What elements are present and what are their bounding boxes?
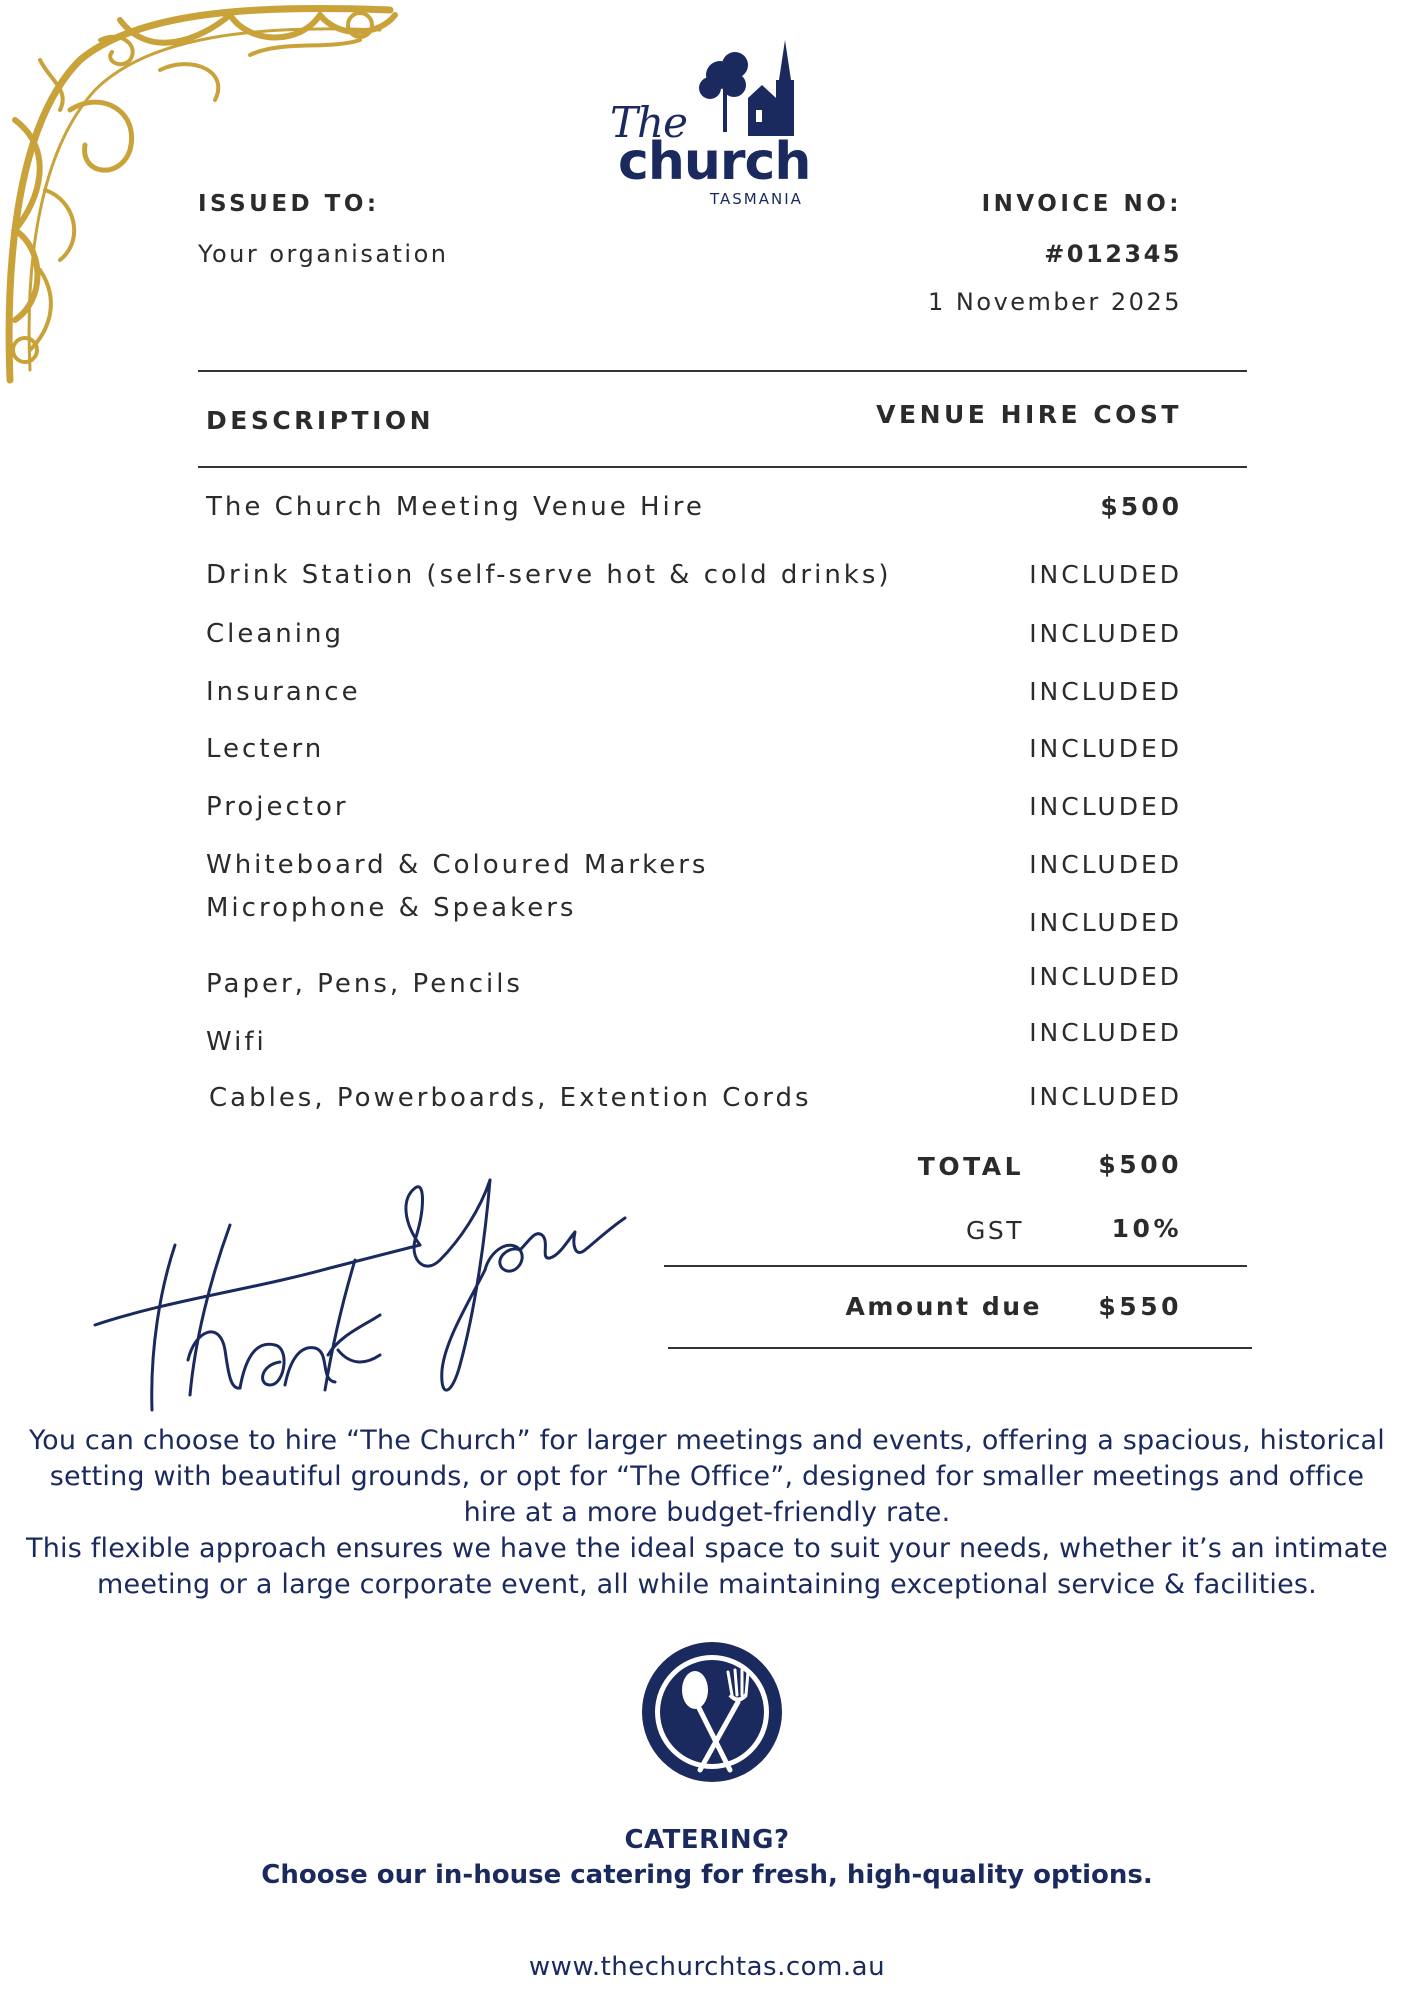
- row-cost: INCLUDED: [1029, 850, 1182, 879]
- row-cost: INCLUDED: [1029, 619, 1182, 648]
- logo-region: TASMANIA: [710, 190, 803, 208]
- logo: [610, 40, 810, 210]
- row-cost: INCLUDED: [1029, 908, 1182, 937]
- divider: [198, 466, 1247, 468]
- logo-the: The: [610, 98, 687, 147]
- row-cost: INCLUDED: [1029, 734, 1182, 763]
- row-description: Wifi: [206, 1027, 267, 1057]
- church-steeple-icon: [690, 40, 810, 140]
- invoice-number: #012345: [1044, 240, 1182, 268]
- row-description: Microphone & Speakers: [206, 893, 577, 923]
- total-label: TOTAL: [917, 1152, 1024, 1181]
- row-cost: INCLUDED: [1029, 962, 1182, 991]
- paragraph-line-1: You can choose to hire “The Church” for larger meetings and events, offering a spacious, historical setting with beautiful grounds, or opt for “The Office”, designed for smaller meetings and office hire at a more budget-friendly rate.: [29, 1425, 1385, 1528]
- row-cost: INCLUDED: [1029, 1082, 1182, 1111]
- website-link[interactable]: www.thechurchtas.com.au: [528, 1952, 886, 1982]
- amount-due-label: Amount due: [845, 1292, 1042, 1321]
- row-description: Drink Station (self-serve hot & cold drinks): [206, 560, 892, 590]
- divider: [668, 1347, 1252, 1349]
- divider: [664, 1265, 1247, 1267]
- row-description: Cleaning: [206, 619, 344, 649]
- row-description: Paper, Pens, Pencils: [206, 969, 523, 999]
- row-cost: INCLUDED: [1029, 677, 1182, 706]
- paragraph-line-2: This flexible approach ensures we have the ideal space to suit your needs, whether it’s an intimate meeting or a large corporate event, all while maintaining exceptional service & facilities.: [26, 1533, 1388, 1600]
- amount-due-value: $550: [1098, 1292, 1182, 1321]
- thank-you-script: [80, 1150, 640, 1420]
- issued-to-label: ISSUED TO:: [198, 191, 380, 217]
- description-paragraph: [20, 1423, 1394, 1603]
- row-cost: $500: [1100, 492, 1182, 521]
- invoice-date: 1 November 2025: [928, 288, 1182, 316]
- row-cost: INCLUDED: [1029, 1018, 1182, 1047]
- row-cost: INCLUDED: [1029, 792, 1182, 821]
- row-description: Projector: [206, 792, 349, 822]
- gst-label: GST: [965, 1216, 1024, 1245]
- catering-title: CATERING?: [624, 1825, 790, 1855]
- logo-church: church: [618, 132, 811, 192]
- catering-icon: [640, 1640, 784, 1784]
- row-cost: INCLUDED: [1029, 560, 1182, 589]
- row-description: Insurance: [206, 677, 361, 707]
- row-description: The Church Meeting Venue Hire: [206, 492, 705, 522]
- total-value: $500: [1098, 1150, 1182, 1179]
- invoice-no-label: INVOICE NO:: [981, 191, 1182, 217]
- description-header: DESCRIPTION: [206, 406, 435, 435]
- row-description: Cables, Powerboards, Extention Cords: [209, 1083, 812, 1113]
- catering-subtitle: Choose our in-house catering for fresh, high-quality options.: [261, 1860, 1153, 1890]
- divider: [198, 370, 1247, 372]
- row-description: Lectern: [206, 734, 325, 764]
- row-description: Whiteboard & Coloured Markers: [206, 850, 709, 880]
- cost-header: VENUE HIRE COST: [876, 400, 1182, 429]
- issued-to-value: Your organisation: [198, 240, 449, 268]
- gst-value: 10%: [1111, 1214, 1182, 1243]
